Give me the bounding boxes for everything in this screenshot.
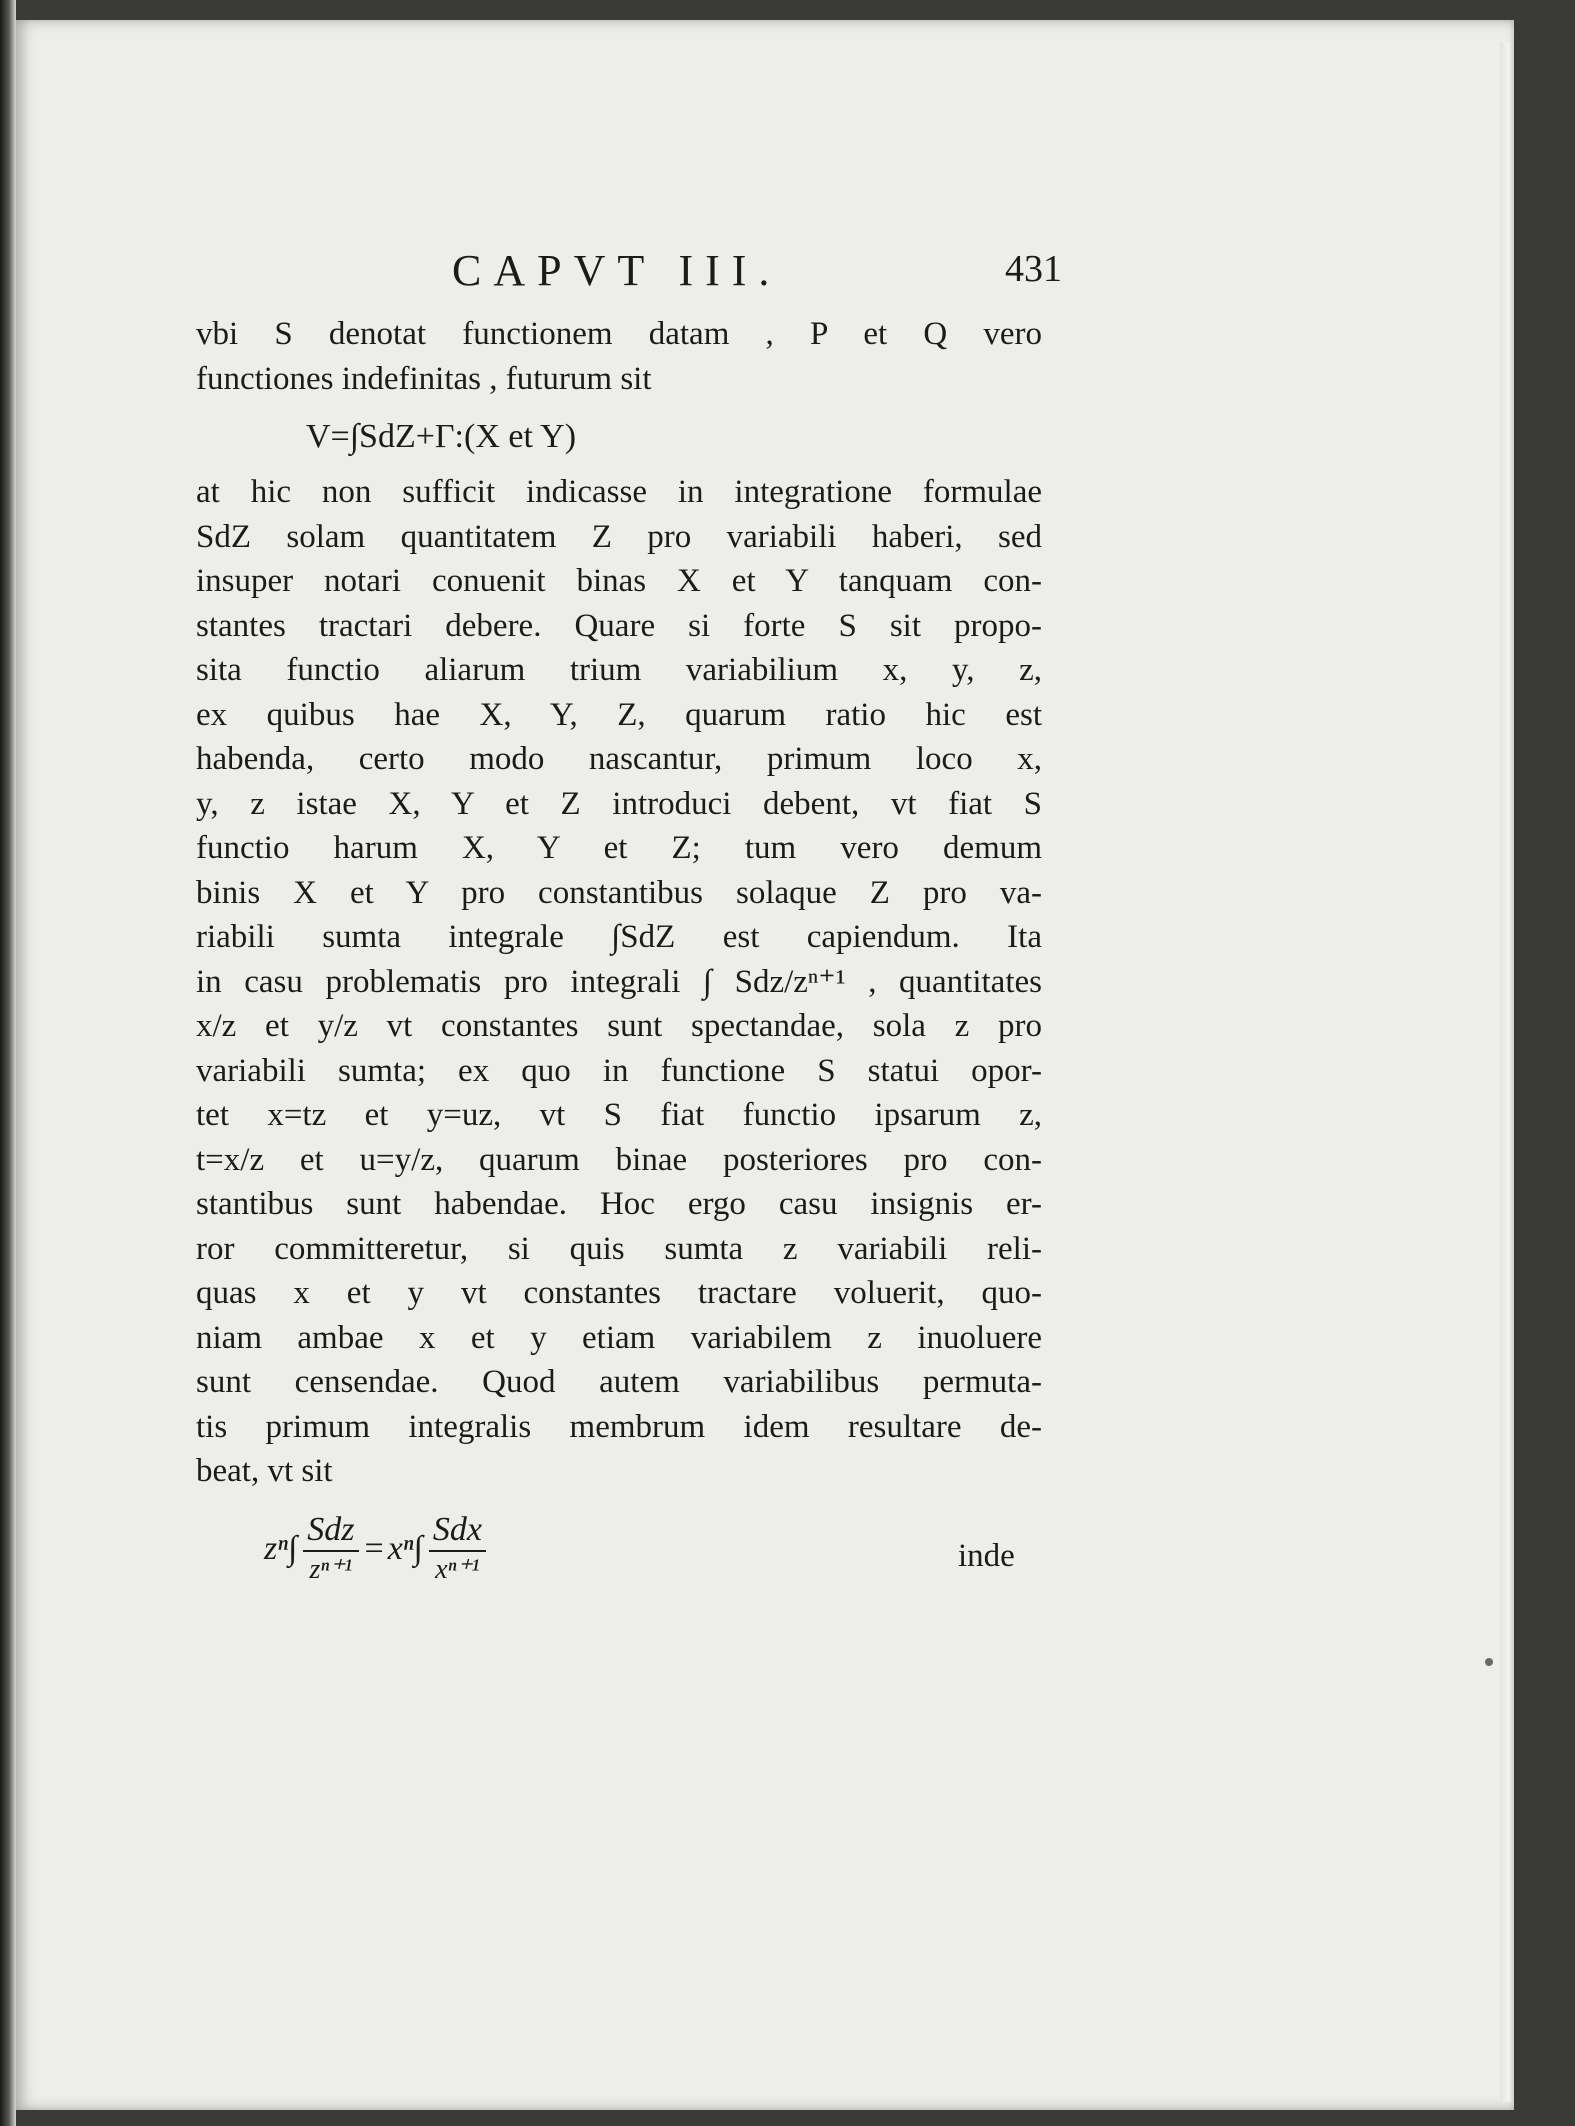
- paragraph-1: [196, 312, 1042, 401]
- text-line: y, z istae X, Y et Z introduci debent, vt fiat S: [196, 785, 1042, 822]
- text-line: functio harum X, Y et Z; tum vero demum: [196, 830, 1042, 866]
- paper-speck: [1485, 1658, 1493, 1666]
- equation-1: V=∫SdZ+Γ:(X et Y): [306, 418, 577, 455]
- eq2-lhs-prefix: zⁿ∫: [264, 1530, 298, 1567]
- text-line: ex quibus hae X, Y, Z, quarum ratio hic est: [196, 696, 1042, 733]
- chapter-title: CAPVT III.: [452, 246, 782, 295]
- eq2-rhs-prefix: xⁿ∫: [387, 1530, 423, 1567]
- text-line: x/z et y/z vt constantes sunt spectandae, sola z pro: [196, 1008, 1042, 1044]
- text-line: habenda, certo modo nascantur, primum loco x,: [196, 741, 1042, 777]
- text-line: ror committeretur, si quis sumta z variabili reli-: [196, 1230, 1042, 1267]
- text-line: quas x et y vt constantes tractare voluerit, quo-: [196, 1275, 1042, 1311]
- eq2-rhs-fraction: [429, 1510, 486, 1588]
- catchword: inde: [958, 1538, 1015, 1574]
- text-line: tet x=tz et y=uz, vt S fiat functio ipsarum z,: [196, 1097, 1042, 1133]
- text-line: variabili sumta; ex quo in functione S statui opor-: [196, 1052, 1042, 1089]
- eq2-lhs-fraction: [303, 1510, 358, 1588]
- text-line: vbi S denotat functionem datam , P et Q vero: [196, 316, 1042, 352]
- text-line: SdZ solam quantitatem Z pro variabili haberi, sed: [196, 518, 1042, 555]
- eq2-lhs-numerator: Sdz: [303, 1510, 358, 1552]
- book-binding-edge: [0, 0, 16, 2126]
- eq2-equals: =: [364, 1530, 384, 1567]
- eq2-lhs-denominator: zⁿ⁺¹: [309, 1554, 353, 1585]
- text-line: insuper notari conuenit binas X et Y tanquam con-: [196, 563, 1042, 599]
- eq2-rhs-numerator: Sdx: [429, 1510, 486, 1552]
- eq2-rhs-denominator: xⁿ⁺¹: [435, 1554, 480, 1585]
- text-line: stantibus sunt habendae. Hoc ergo casu insignis er-: [196, 1186, 1042, 1222]
- page-fore-edge: [1500, 42, 1514, 2102]
- text-line: t=x/z et u=y/z, quarum binae posteriores pro con-: [196, 1141, 1042, 1178]
- text-line: binis X et Y pro constantibus solaque Z pro va-: [196, 874, 1042, 911]
- text-line: tis primum integralis membrum idem resultare de-: [196, 1408, 1042, 1445]
- running-header: [452, 245, 1062, 305]
- text-line: stantes tractari debere. Quare si forte S sit propo-: [196, 607, 1042, 644]
- text-line: in casu problematis pro integrali ∫ Sdz/zⁿ⁺¹ , quantitates: [196, 963, 1042, 1000]
- text-line: niam ambae x et y etiam variabilem z inuoluere: [196, 1319, 1042, 1356]
- equation-2: [262, 1510, 490, 1588]
- text-line: riabili sumta integrale ∫SdZ est capiendum. Ita: [196, 919, 1042, 955]
- text-line: sunt censendae. Quod autem variabilibus permuta-: [196, 1364, 1042, 1400]
- text-line: functiones indefinitas , futurum sit: [196, 360, 652, 397]
- page-number: 431: [1005, 248, 1062, 290]
- text-line: beat, vt sit: [196, 1453, 333, 1489]
- paragraph-2: [196, 470, 1042, 1494]
- text-line: sita functio aliarum trium variabilium x, y, z,: [196, 652, 1042, 688]
- text-line: at hic non sufficit indicasse in integratione formulae: [196, 474, 1042, 510]
